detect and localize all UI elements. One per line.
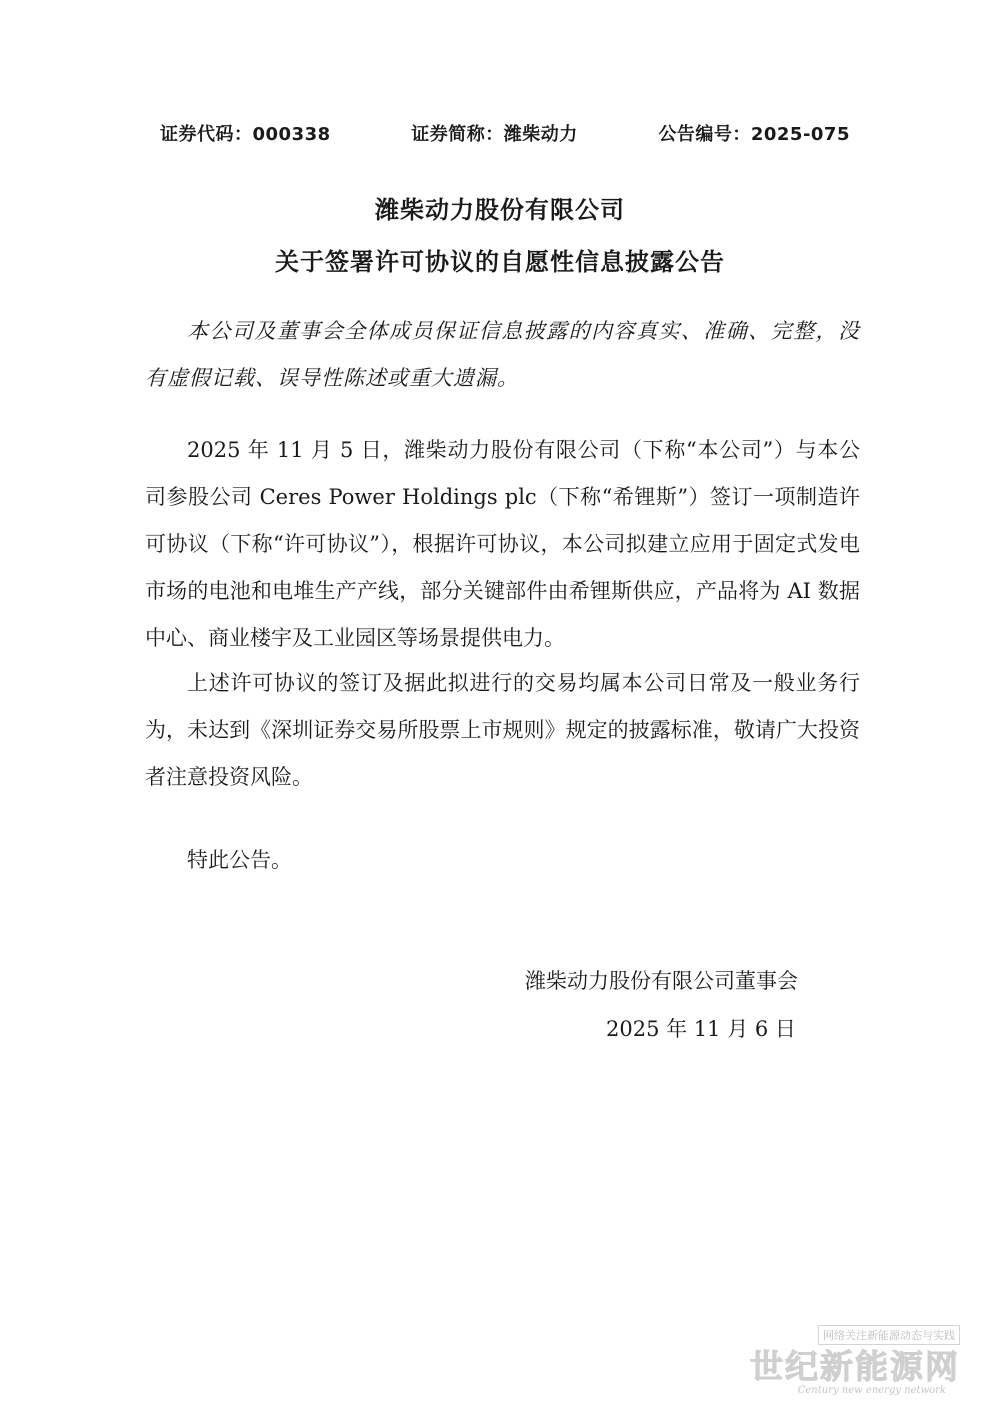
closing-line: 特此公告。 [187, 848, 292, 872]
signature-organization: 潍柴动力股份有限公司董事会 [525, 969, 798, 993]
notice-title: 关于签署许可协议的自愿性信息披露公告 [275, 248, 725, 276]
header-row [160, 120, 850, 146]
security-short-name: 证券简称：潍柴动力 [411, 124, 578, 145]
board-statement: 本公司及董事会全体成员保证信息披露的内容真实、准确、完整，没有虚假记载、误导性陈述或重大遗漏。 [145, 319, 860, 390]
watermark-logo [750, 1324, 960, 1396]
company-title: 潍柴动力股份有限公司 [375, 196, 625, 224]
signature-date: 2025 年 11 月 6 日 [606, 1017, 796, 1041]
body-paragraph-1: 2025 年 11 月 5 日，潍柴动力股份有限公司（下称“本公司”）与本公司参股公司 Ceres Power Holdings plc（下称“希锂斯”）签订一项制造许可协议（下称“许可协议”），根据许可协议，本公司拟建立应用于固定式发电市场的电池和电堆生产产线，部分关键部件由希锂斯供应，产品将为 AI 数据中心、商业楼宇及工业园区等场景提供电力。 [145, 438, 860, 650]
watermark-english: Century new energy network [797, 1385, 946, 1396]
watermark-tagline: 网络关注新能源动态与实践 [818, 1325, 960, 1345]
body-paragraph-2: 上述许可协议的签订及据此拟进行的交易均属本公司日常及一般业务行为，未达到《深圳证券交易所股票上市规则》规定的披露标准，敬请广大投资者注意投资风险。 [145, 671, 860, 789]
notice-number: 公告编号：2025-075 [658, 124, 850, 145]
watermark-name: 世纪新能源网 [750, 1347, 960, 1386]
security-code: 证券代码：000338 [160, 124, 331, 145]
